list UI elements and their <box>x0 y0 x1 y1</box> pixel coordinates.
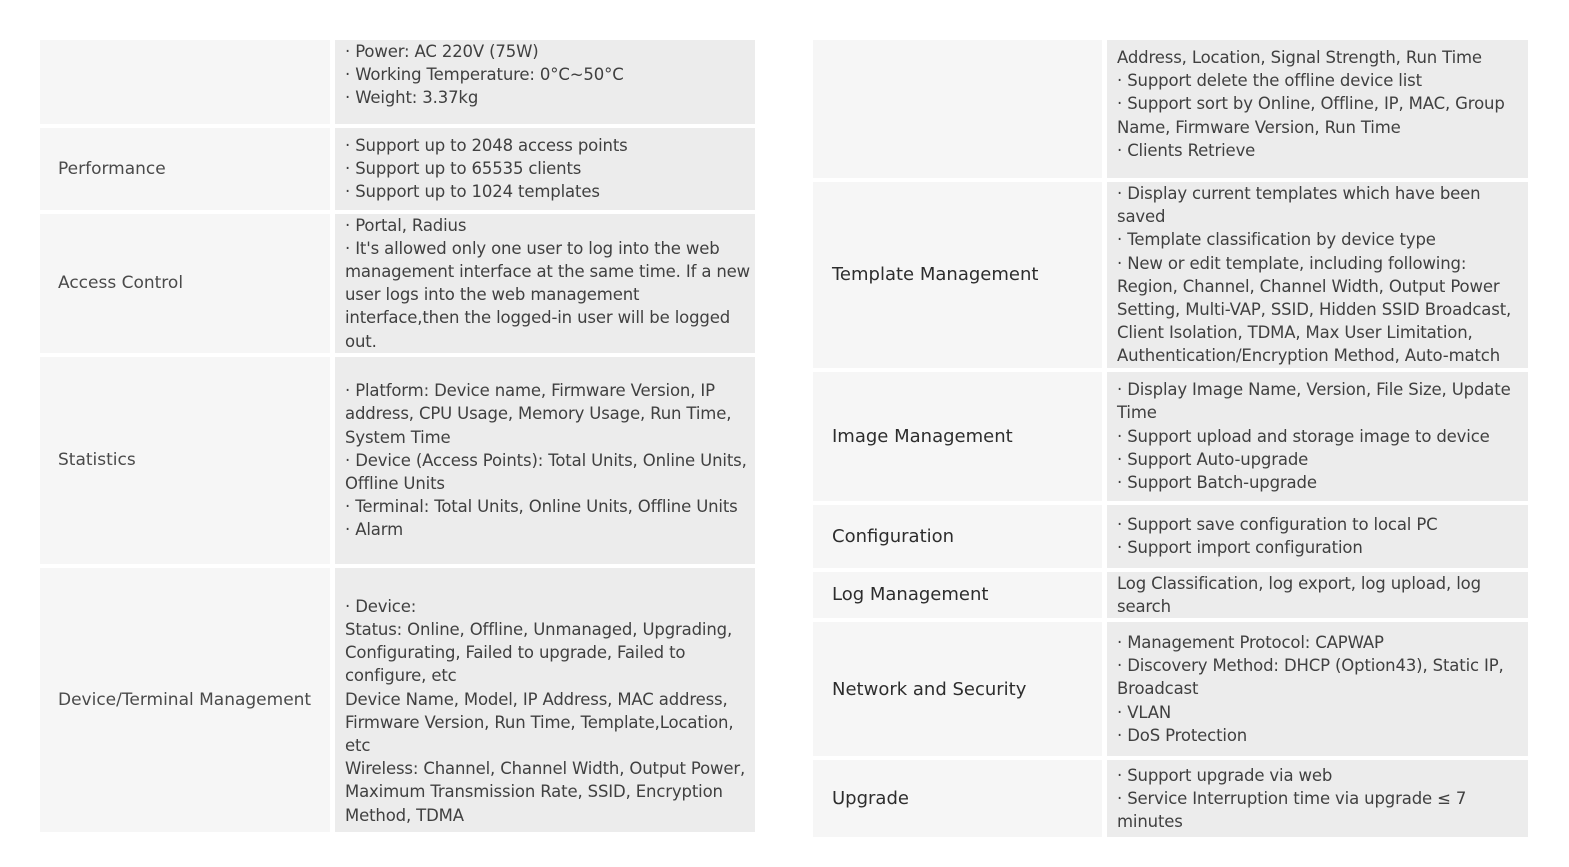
spec-value <box>335 40 755 128</box>
spec-value-line: · Support upgrade via web <box>1117 765 1333 785</box>
spec-value-line: · Service Interruption time via upgrade ≤ 7 minutes <box>1117 788 1467 832</box>
spec-value-line: · Display current templates which have been saved <box>1117 184 1481 227</box>
spec-label-network-security: Network and Security <box>813 622 1107 760</box>
spec-value <box>1107 572 1528 622</box>
spec-value-line: · Portal, Radius <box>345 215 467 235</box>
spec-value-line: · Working Temperature: 0°C~50°C <box>345 65 624 85</box>
spec-label-device-terminal: Device/Terminal Management <box>40 568 335 832</box>
spec-label-log-management: Log Management <box>813 572 1107 622</box>
spec-value-line: · Support save configuration to local PC <box>1117 514 1438 534</box>
spec-value-line: Address, Location, Signal Strength, Run Time <box>1117 47 1482 67</box>
spec-value <box>335 357 755 568</box>
spec-value <box>1107 372 1528 505</box>
spec-value-line: · Terminal: Total Units, Online Units, Offline Units <box>345 497 738 517</box>
spec-label-configuration: Configuration <box>813 505 1107 572</box>
spec-value <box>1107 40 1528 182</box>
spec-label-statistics: Statistics <box>40 357 335 568</box>
spec-label-image-management: Image Management <box>813 372 1107 505</box>
spec-value-line: · DoS Protection <box>1117 725 1248 745</box>
spec-label <box>40 40 335 128</box>
spec-value-line: · Support import configuration <box>1117 538 1363 558</box>
spec-value-line: Wireless: Channel, Channel Width, Output Power, Maximum Transmission Rate, SSID, Encryption Method, TDMA <box>345 759 746 825</box>
spec-value-line: · Device (Access Points): Total Units, Online Units, Offline Units <box>345 450 747 493</box>
spec-value-line: · Platform: Device name, Firmware Version, IP address, CPU Usage, Memory Usage, Run Time, System Time <box>345 381 732 447</box>
table-row <box>40 214 755 357</box>
table-row <box>813 182 1528 372</box>
spec-value-line: · Support up to 1024 templates <box>345 182 600 202</box>
spec-value-line: Device Name, Model, IP Address, MAC address, Firmware Version, Run Time, Template,Location, etc <box>345 689 734 756</box>
spec-value-line: · VLAN <box>1117 702 1172 722</box>
spec-value-line: · Device: <box>345 596 417 616</box>
spec-value-line: Status: Online, Offline, Unmanaged, Upgrading, Configurating, Failed to upgrade, Failed to configure, etc <box>345 620 733 686</box>
spec-value <box>335 568 755 832</box>
table-row <box>40 40 755 128</box>
spec-value-line: · Display Image Name, Version, File Size, Update Time <box>1117 380 1511 423</box>
spec-value-line: · Discovery Method: DHCP (Option43), Static IP, Broadcast <box>1117 656 1504 699</box>
spec-value-line: · New or edit template, including following: Region, Channel, Channel Width, Output Power Setting, Multi-VAP, SSID, Hidden SSID Broadcast, Client Isolation, TDMA, Max User Limitation, Authentication/Encryption Method, Auto-match <box>1117 253 1512 366</box>
spec-value-line: · Management Protocol: CAPWAP <box>1117 633 1384 653</box>
spec-value-line: · Support delete the offline device list <box>1117 71 1422 91</box>
spec-value-line: · Support up to 65535 clients <box>345 159 582 178</box>
spec-value <box>1107 622 1528 760</box>
table-row <box>40 128 755 214</box>
spec-label <box>813 40 1107 182</box>
table-row <box>813 372 1528 505</box>
spec-value-line: · It's allowed only one user to log into the web management interface at the same time. If a new user logs into the web management interface,then the logged-in user will be logged out. <box>345 238 751 351</box>
table-row <box>813 572 1528 622</box>
spec-value-line: · Support sort by Online, Offline, IP, MAC, Group Name, Firmware Version, Run Time <box>1117 94 1505 137</box>
spec-value-line: Log Classification, log export, log upload, log search <box>1117 573 1481 616</box>
table-row <box>40 568 755 832</box>
spec-value-line: · Support upload and storage image to device <box>1117 426 1490 446</box>
spec-value <box>335 214 755 357</box>
spec-value-line: · Support up to 2048 access points <box>345 135 628 155</box>
spec-value-line: · Power: AC 220V (75W) <box>345 42 539 61</box>
spec-label-template-management: Template Management <box>813 182 1107 372</box>
spec-label-performance: Performance <box>40 128 335 214</box>
spec-value <box>1107 505 1528 572</box>
spec-value <box>335 128 755 214</box>
spec-value-line: · Support Batch-upgrade <box>1117 472 1317 492</box>
spec-table-left <box>40 40 755 832</box>
spec-value <box>1107 760 1528 837</box>
table-row <box>813 505 1528 572</box>
spec-value <box>1107 182 1528 372</box>
spec-label-upgrade: Upgrade <box>813 760 1107 837</box>
spec-label-access-control: Access Control <box>40 214 335 357</box>
spec-value-line: · Weight: 3.37kg <box>345 88 479 108</box>
table-row <box>813 622 1528 760</box>
spec-table-right <box>813 40 1528 837</box>
spec-value-line: · Clients Retrieve <box>1117 140 1256 160</box>
spec-value-line: · Template classification by device type <box>1117 230 1436 250</box>
spec-value-line: · Alarm <box>345 520 403 540</box>
table-row <box>813 40 1528 182</box>
spec-value-line: · Support Auto-upgrade <box>1117 449 1309 469</box>
table-row <box>40 357 755 568</box>
table-row <box>813 760 1528 837</box>
